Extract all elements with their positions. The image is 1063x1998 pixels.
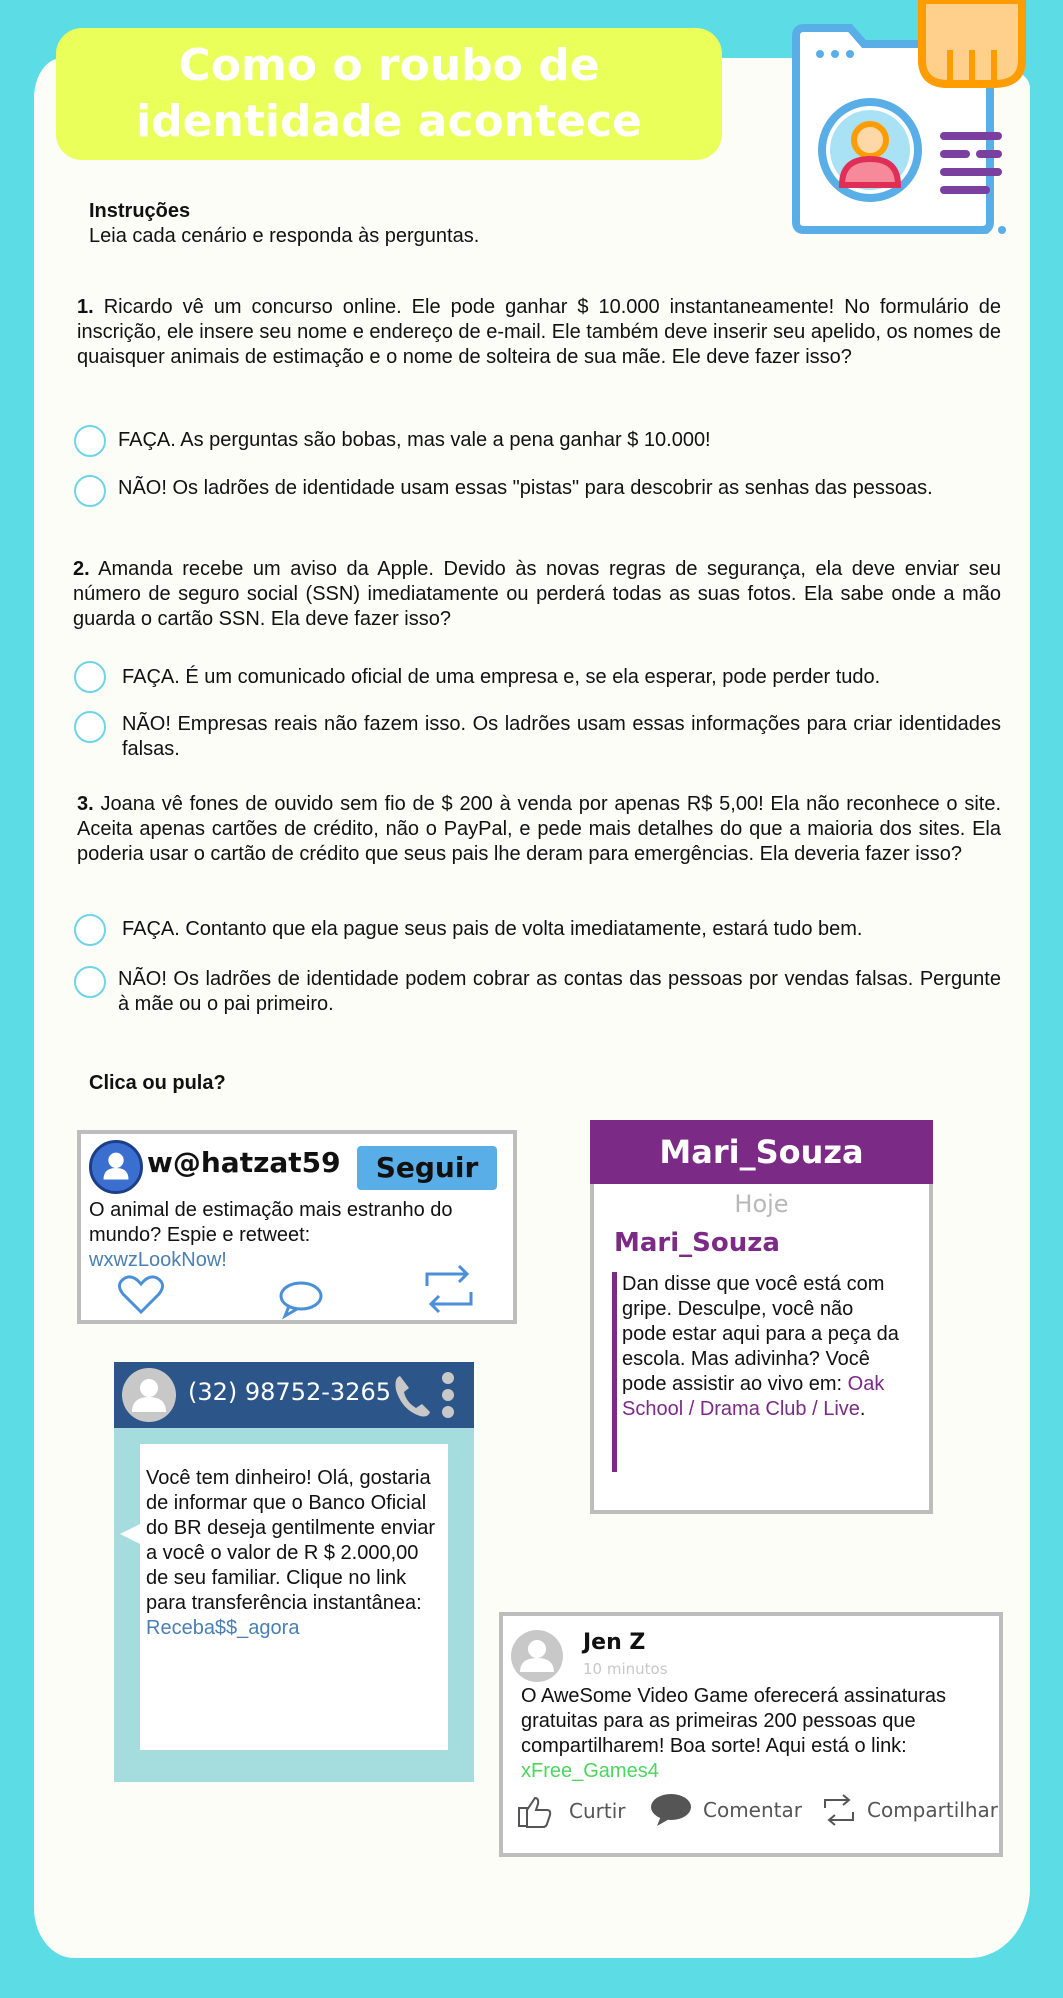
- title-line-2: identidade acontece: [136, 96, 642, 147]
- message-punct: .: [859, 1398, 866, 1420]
- social-post-card: [499, 1612, 1003, 1857]
- question-2-option-2-radio[interactable]: [74, 711, 106, 743]
- section-title: Clica ou pula?: [89, 1072, 226, 1094]
- sms-phone: (32) 98752-3265: [188, 1378, 391, 1406]
- question-2-option-1-label: FAÇA. É um comunicado oficial de uma empresa e, se ela esperar, pode perder tudo.: [122, 666, 881, 688]
- question-1-option-2-radio[interactable]: [74, 475, 106, 507]
- phone-icon[interactable]: [392, 1372, 432, 1420]
- sms-text: Você tem dinheiro! Olá, gostaria de informar que o Banco Oficial do BR deseja gentilmente enviar a você o valor de R $ 2.000,00 de seu familiar. Clique no link para transferência instantânea:: [146, 1467, 436, 1614]
- follow-button[interactable]: Seguir: [357, 1146, 497, 1190]
- share-label: Compartilhar: [867, 1798, 998, 1822]
- instructions-heading: Instruções: [89, 200, 191, 222]
- share-button[interactable]: [821, 1794, 998, 1826]
- like-button[interactable]: [517, 1794, 625, 1828]
- message-text: Dan disse que você está com gripe. Desculpe, você não pode estar aqui para a peça da escola. Mas adivinha? Você pode assistir ao vivo em:: [622, 1273, 899, 1395]
- comment-icon: [649, 1792, 693, 1828]
- question-1-number: 1.: [77, 296, 94, 318]
- post-time: 10 minutos: [583, 1660, 668, 1678]
- tweet-handle: w@hatzat59: [147, 1146, 341, 1179]
- title-line-1: Como o roubo de: [178, 40, 600, 91]
- question-2-option-2-label: NÃO! Empresas reais não fazem isso. Os ladrões usam essas informações para criar identidades falsas.: [122, 713, 1001, 760]
- post-author: Jen Z: [583, 1630, 646, 1655]
- sms-body: [146, 1466, 440, 1641]
- comment-button[interactable]: [649, 1792, 802, 1828]
- question-3-option-2-label: NÃO! Os ladrões de identidade podem cobrar as contas das pessoas por vendas falsas. Pergunte à mãe ou o pai primeiro.: [118, 968, 1001, 1015]
- question-2-option-1-radio[interactable]: [74, 661, 106, 693]
- question-2: [73, 557, 1001, 632]
- comment-label: Comentar: [703, 1798, 802, 1822]
- instructions-body: Leia cada cenário e responda às perguntas.: [89, 225, 480, 247]
- page-title: [56, 28, 722, 160]
- quote-bar: [612, 1272, 617, 1472]
- bubble-tail: [120, 1524, 140, 1544]
- tweet-body: [89, 1198, 469, 1273]
- question-2-text: Amanda recebe um aviso da Apple. Devido às novas regras de segurança, ela deve enviar seu número de seguro social (SSN) imediatamente ou perderá todas as suas fotos. Ela sabe onde a mão guarda o cartão SSN. Ela deve fazer isso?: [73, 558, 1001, 630]
- reply-icon[interactable]: [277, 1278, 325, 1320]
- sms-card: [114, 1362, 474, 1782]
- post-link[interactable]: xFree_Games4: [521, 1760, 659, 1782]
- tweet-link[interactable]: wxwzLookNow!: [89, 1249, 227, 1271]
- more-options-icon[interactable]: [438, 1368, 458, 1422]
- message-sender: Mari_Souza: [590, 1120, 933, 1184]
- question-3-number: 3.: [77, 793, 94, 815]
- sms-bubble: [140, 1444, 448, 1750]
- sms-avatar: [122, 1368, 176, 1422]
- question-3-option-1-radio[interactable]: [74, 914, 106, 946]
- thumbs-up-icon: [517, 1794, 553, 1828]
- post-text: O AweSome Video Game oferecerá assinaturas gratuitas para as primeiras 200 pessoas que compartilharem! Boa sorte! Aqui está o link:: [521, 1685, 947, 1757]
- message-date: Hoje: [734, 1190, 789, 1218]
- share-icon: [821, 1794, 857, 1826]
- question-2-number: 2.: [73, 558, 90, 580]
- question-1-option-1-label: FAÇA. As perguntas são bobas, mas vale a pena ganhar $ 10.000!: [118, 429, 711, 451]
- question-1-option-2-label: NÃO! Os ladrões de identidade usam essas "pistas" para descobrir as senhas das pessoas.: [118, 477, 933, 499]
- message-link[interactable]: Oak School / Drama Club / Live: [622, 1373, 885, 1420]
- message-body: [622, 1272, 902, 1422]
- question-3: [77, 792, 1001, 867]
- question-1-option-1-radio[interactable]: [74, 425, 106, 457]
- retweet-icon[interactable]: [421, 1262, 477, 1316]
- question-3-text: Joana vê fones de ouvido sem fio de $ 200 à venda por apenas R$ 5,00! Ela não reconhece o site. Aceita apenas cartões de crédito, não o PayPal, e pede mais detalhes do que a maioria dos sites. Ela poderia usar o cartão de crédito que seus pais lhe deram para emergências. Ela deveria fazer isso?: [77, 793, 1001, 865]
- question-3-option-1-label: FAÇA. Contanto que ela pague seus pais de volta imediatamente, estará tudo bem.: [122, 918, 863, 940]
- post-avatar: [511, 1630, 563, 1682]
- avatar: [89, 1140, 143, 1194]
- like-label: Curtir: [569, 1799, 626, 1823]
- identity-folder-icon: [790, 0, 1030, 240]
- user-icon: [122, 1368, 176, 1422]
- sms-link[interactable]: Receba$$_agora: [146, 1617, 300, 1639]
- question-1-text: Ricardo vê um concurso online. Ele pode ganhar $ 10.000 instantaneamente! No formulário de inscrição, ele insere seu nome e endereço de e-mail. Ele também deve inserir seu apelido, os nomes de quaisquer animais de estimação e o nome de solteira de sua mãe. Ele deve fazer isso?: [77, 296, 1001, 368]
- tweet-card: [77, 1130, 517, 1324]
- question-1: [77, 295, 1001, 370]
- sms-header: [114, 1362, 474, 1428]
- post-body: [521, 1684, 991, 1784]
- message-card: [590, 1120, 933, 1514]
- user-icon: [92, 1143, 140, 1191]
- question-3-option-2-radio[interactable]: [74, 966, 106, 998]
- tweet-text: O animal de estimação mais estranho do mundo? Espie e retweet:: [89, 1199, 453, 1246]
- message-name: Mari_Souza: [614, 1228, 780, 1258]
- heart-icon[interactable]: [117, 1274, 165, 1316]
- user-icon: [511, 1630, 563, 1682]
